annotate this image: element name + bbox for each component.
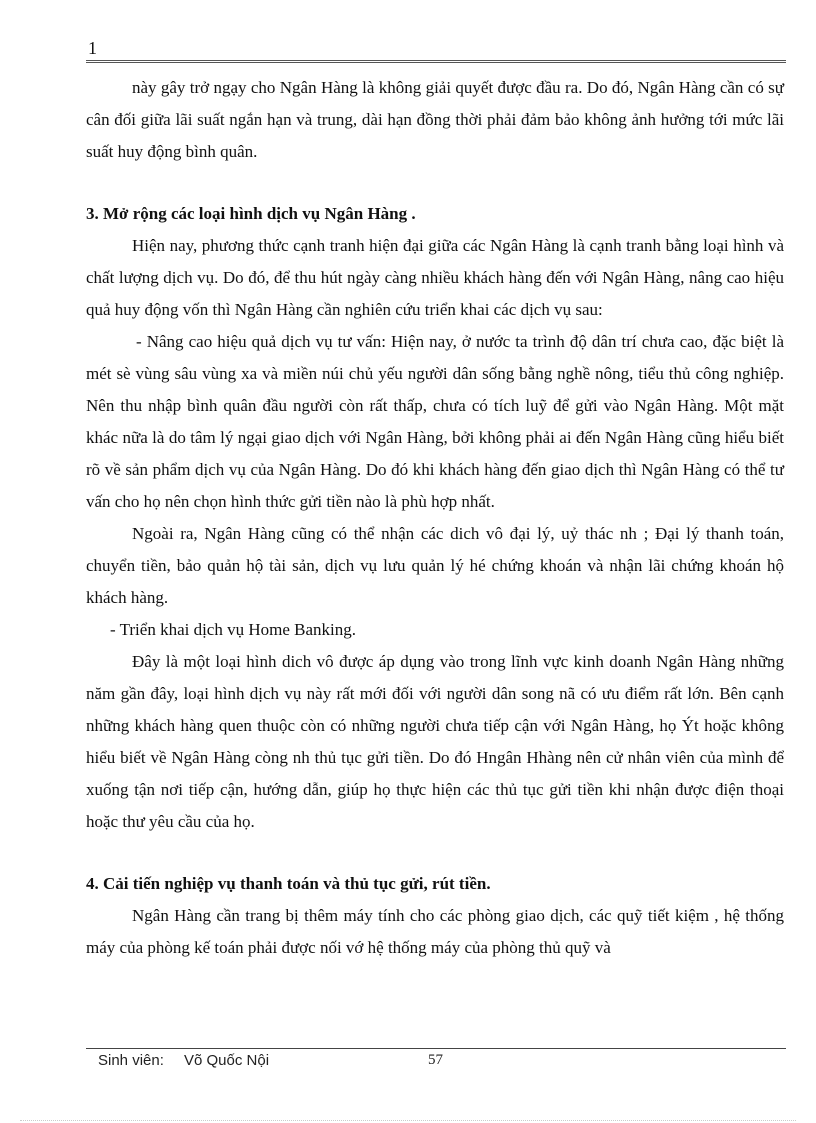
header-page-number: 1 xyxy=(88,38,97,58)
section-3-paragraph-2: - Nâng cao hiệu quả dịch vụ tư vấn: Hiện nay, ở nước ta trình độ dân trí chưa cao, đặc biệt là mét sè vùng sâu vùng xa và miền núi chủ yếu người dân sống bằng nghề nông, tiểu thủ công nghiệp. Nên thu nhập bình quân đầu người còn rất thấp, chưa có tích luỹ để gửi vào Ngân Hàng. Một mặt khác nữa là do tâm lý ngại giao dịch với Ngân Hàng, bởi không phải ai đến Ngân Hàng cũng hiểu biết rõ về sản phẩm dịch vụ của Ngân Hàng. Do đó khi khách hàng đến giao dịch thì Ngân Hàng có thể tư vấn cho họ nên chọn hình thức gửi tiền nào là phù hợp nhất. xyxy=(86,332,784,511)
footer-student xyxy=(98,1052,269,1069)
section-3-paragraph-5: Đây là một loại hình dich vô được áp dụng vào trong lĩnh vực kinh doanh Ngân Hàng những năm gần đây, loại hình dịch vụ này rất mới đối với người dân song nã có ưu điểm rất lớn. Bên cạnh những khách hàng quen thuộc còn có những người chưa tiếp cận với Ngân Hàng, họ Ýt hoặc không hiểu biết về Ngân Hàng còng nh thủ tục gửi tiền. Do đó Hngân Hhàng nên cử nhân viên của mình để xuống tận nơi tiếp cận, hướng dẫn, giúp họ thực hiện các thủ tục gửi tiền khi nhận được điện thoại hoặc thư yêu cầu của họ. xyxy=(86,652,784,831)
page-edge xyxy=(20,1120,796,1121)
spacer xyxy=(86,838,784,868)
section-3-paragraph-3: Ngoài ra, Ngân Hàng cũng có thể nhận các dich vô đại lý, uỷ thác nh ; Đại lý thanh toán, chuyển tiền, bảo quản hộ tài sản, dịch vụ lưu quản lý hé chứng khoán và nhận lãi chứng khoán hộ khách hàng. xyxy=(86,524,784,607)
section-3-paragraph-4: - Triển khai dịch vụ Home Banking. xyxy=(110,620,357,639)
section-4-heading: 4. Cải tiến nghiệp vụ thanh toán và thủ tục gửi, rút tiền. xyxy=(86,874,491,893)
paragraph-continuation: này gây trở ngạy cho Ngân Hàng là không giải quyết được đầu ra. Do đó, Ngân Hàng cần có sự cân đối giữa lãi suất ngắn hạn và trung, dài hạn đồng thời phải đảm bảo không ảnh hưởng tới mức lãi suất huy động bình quân. xyxy=(86,78,784,161)
document-body xyxy=(86,72,784,964)
footer-rule xyxy=(86,1048,786,1049)
section-3-heading: 3. Mở rộng các loại hình dịch vụ Ngân Hàng . xyxy=(86,204,416,223)
footer-student-name: Võ Quốc Nội xyxy=(184,1052,270,1069)
footer-student-label: Sinh viên: xyxy=(98,1052,164,1069)
spacer xyxy=(86,168,784,198)
footer-page-number: 57 xyxy=(428,1052,443,1068)
section-4-paragraph-1: Ngân Hàng cần trang bị thêm máy tính cho các phòng giao dịch, các quỹ tiết kiệm , hệ thống máy của phòng kế toán phải được nối vớ hệ thống máy của phòng thủ quỹ và xyxy=(86,906,784,957)
section-3-paragraph-1: Hiện nay, phương thức cạnh tranh hiện đại giữa các Ngân Hàng là cạnh tranh bằng loại hình và chất lượng dịch vụ. Do đó, để thu hút ngày càng nhiều khách hàng đến với Ngân Hàng, nâng cao hiệu quả huy động vốn thì Ngân Hàng cần nghiên cứu triển khai các dịch vụ sau: xyxy=(86,236,784,319)
header-rule xyxy=(86,60,786,63)
